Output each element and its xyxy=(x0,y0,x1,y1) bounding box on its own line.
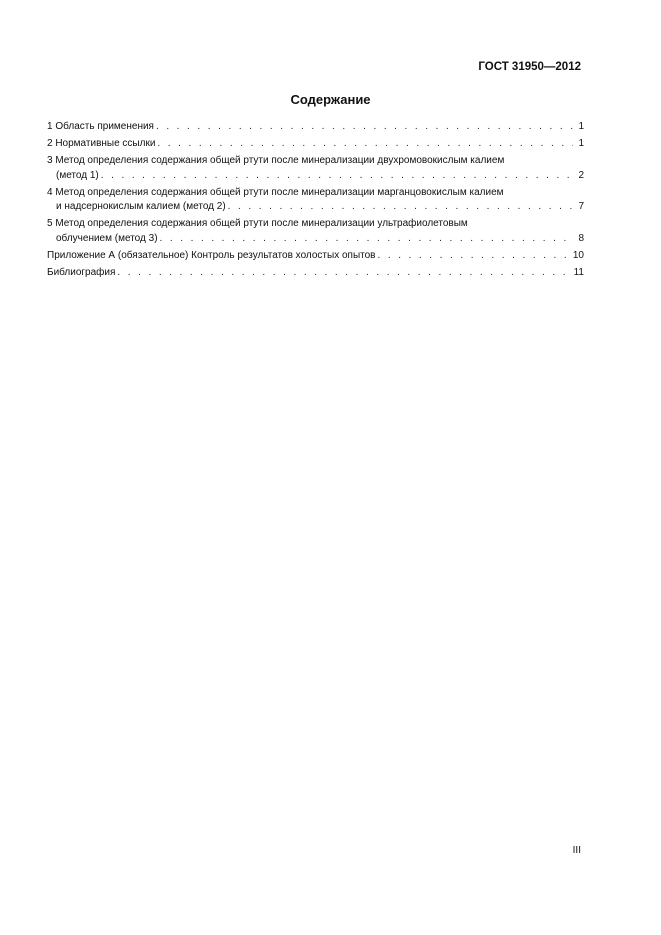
dot-leader xyxy=(377,249,569,264)
toc-page-number: 2 xyxy=(578,169,584,181)
toc-entry-label: Библиография xyxy=(47,267,116,279)
toc-entry-method-3[interactable] xyxy=(47,217,584,246)
toc-page-number: 1 xyxy=(578,138,584,150)
toc-entry-label: 5 Метод определения содержания общей ртути после минерализации ультрафиолетовым xyxy=(47,218,468,230)
toc-entry-method-1[interactable] xyxy=(47,154,584,183)
toc-entry-normative-references[interactable] xyxy=(47,137,584,152)
toc-entry-label: 3 Метод определения содержания общей ртути после минерализации двухромовокислым калием xyxy=(47,155,505,167)
toc-page-number: 1 xyxy=(578,121,584,132)
toc-page-number: 11 xyxy=(573,267,584,279)
toc-entry-label-continued: (метод 1) xyxy=(56,169,99,181)
dot-leader xyxy=(160,232,573,247)
dot-leader xyxy=(156,120,573,135)
toc-entry-label-continued: облучением (метод 3) xyxy=(56,232,158,244)
toc-page-number: 10 xyxy=(572,249,584,261)
toc-entry-method-2[interactable] xyxy=(47,186,584,215)
toc-page-number: 7 xyxy=(578,201,584,213)
dot-leader xyxy=(228,200,573,215)
page-number: III xyxy=(572,845,581,856)
toc-entry-label: Приложение А (обязательное) Контроль результатов холостых опытов xyxy=(47,249,376,261)
toc-entry-bibliography[interactable] xyxy=(47,266,584,281)
dot-leader xyxy=(157,137,573,152)
toc-entry-scope[interactable] xyxy=(47,120,584,135)
toc-entry-label-continued: и надсернокислым калием (метод 2) xyxy=(56,201,226,213)
toc-entry-label: 1 Область применения xyxy=(47,121,154,132)
toc-title: Содержание xyxy=(290,92,371,107)
dot-leader xyxy=(117,266,570,281)
toc-page-number: 8 xyxy=(578,232,584,244)
toc-entry-label: 2 Нормативные ссылки xyxy=(47,138,156,150)
document-number: ГОСТ 31950—2012 xyxy=(478,61,581,73)
table-of-contents xyxy=(47,120,584,281)
toc-entry-appendix-a[interactable] xyxy=(47,249,584,264)
toc-entry-label: 4 Метод определения содержания общей ртути после минерализации марганцовокислым калием xyxy=(47,186,504,198)
dot-leader xyxy=(101,169,573,184)
